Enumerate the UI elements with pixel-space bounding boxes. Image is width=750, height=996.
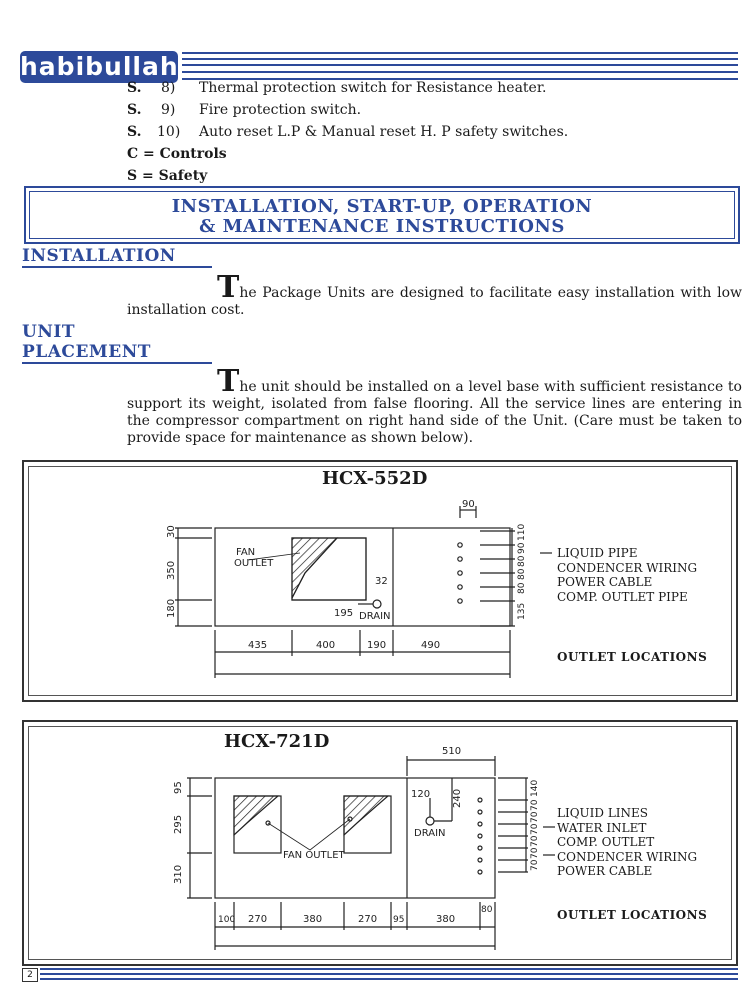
safety-prefix: S. (127, 80, 142, 96)
dim-label: 490 (421, 640, 441, 651)
safety-number: 9) (161, 102, 176, 118)
footer-rule (40, 968, 738, 970)
dim-label: 70 (530, 811, 540, 823)
dim-label: 70 (530, 847, 540, 859)
dim-label: 70 (530, 823, 540, 835)
brand-logo: habibullah (20, 52, 179, 81)
banner-line-2: & MAINTENANCE INSTRUCTIONS (199, 216, 565, 237)
safety-number: 8) (161, 80, 176, 96)
dim-label: 380 (303, 914, 323, 925)
outlet-locations-label: OUTLET LOCATIONS (557, 650, 708, 664)
safety-prefix: S. (127, 102, 142, 118)
legend-safety: S = Safety (127, 168, 208, 184)
dim-label: 80 (481, 905, 493, 915)
installation-text: he Package Units are designed to facilitate easy installation with low installation cost. (127, 285, 742, 318)
dim-label: 100 (218, 915, 236, 925)
footer-rule (40, 973, 738, 975)
outlet-legend (557, 806, 697, 879)
legend-controls: C = Controls (127, 146, 227, 162)
dim-label: 110 (517, 523, 527, 541)
dim-label: 180 (166, 598, 177, 618)
fan-outlet-label: FAN OUTLET (283, 850, 345, 861)
installation-heading: INSTALLATION (22, 246, 176, 266)
dim-label: 400 (316, 640, 336, 651)
dim-label: 270 (248, 914, 268, 925)
dim-label: 510 (442, 746, 462, 757)
model-title: HCX-721D (224, 731, 330, 752)
dim-label: 32 (375, 576, 388, 587)
dim-label: 190 (367, 640, 387, 651)
legend-item: CONDENCER WIRING (557, 560, 698, 575)
safety-text: Auto reset L.P & Manual reset H. P safety switches. (199, 124, 569, 140)
dim-label: 295 (173, 814, 184, 834)
legend-item: CONDENCER WIRING (557, 849, 698, 864)
dim-label: 120 (411, 789, 431, 800)
dim-label: 90 (462, 499, 475, 510)
dim-label: 80 (517, 555, 527, 567)
placement-heading-line-2: PLACEMENT (22, 342, 151, 362)
dim-label: 380 (436, 914, 456, 925)
dim-label: 140 (530, 779, 540, 797)
legend-item: COMP. OUTLET (557, 835, 655, 849)
fan-outlet-label: FAN (236, 547, 256, 558)
dim-label: 350 (166, 560, 177, 580)
legend-item: POWER CABLE (557, 864, 653, 878)
footer-rule (40, 978, 738, 980)
fan-outlet-label: OUTLET (234, 558, 274, 569)
safety-text: Fire protection switch. (199, 102, 362, 118)
dim-label: 95 (173, 781, 184, 794)
dim-label: 195 (334, 608, 354, 619)
legend-item: LIQUID PIPE (557, 546, 638, 560)
placement-heading-line-1: UNIT (22, 322, 75, 342)
dim-label: 70 (530, 835, 540, 847)
dim-label: 80 (517, 568, 527, 580)
banner-line-1: INSTALLATION, START-UP, OPERATION (171, 196, 593, 217)
legend-item: WATER INLET (557, 820, 647, 835)
legend-item: POWER CABLE (557, 575, 653, 589)
placement-text: he unit should be installed on a level base with sufficient resistance to support its weight, isolated from false flooring. All the service lines are entering in the compressor compartment on right hand side of the Unit. (Care must be taken to provide space for maintenance as shown below). (127, 379, 742, 446)
dim-label: 95 (393, 915, 405, 925)
dim-label: 30 (166, 525, 177, 538)
legend-item: COMP. OUTLET PIPE (557, 589, 688, 604)
dim-label: 435 (248, 640, 268, 651)
drain-label: DRAIN (414, 828, 446, 839)
page-number: 2 (22, 968, 38, 982)
model-title: HCX-552D (322, 468, 428, 489)
dim-label: 70 (530, 859, 540, 871)
dropcap: T (217, 364, 240, 399)
dim-label: 270 (358, 914, 378, 925)
drain-label: DRAIN (359, 611, 391, 622)
dim-label: 80 (517, 582, 527, 594)
dim-label: 70 (530, 799, 540, 811)
dim-label: 135 (517, 602, 527, 620)
outlet-locations-label: OUTLET LOCATIONS (557, 908, 708, 922)
safety-prefix: S. (127, 124, 142, 140)
dim-label: 240 (452, 788, 463, 808)
dropcap: T (217, 270, 240, 305)
dim-label: 310 (173, 864, 184, 884)
legend-item: LIQUID LINES (557, 806, 649, 820)
safety-text: Thermal protection switch for Resistance heater. (199, 80, 547, 96)
dim-label: 90 (517, 542, 527, 554)
safety-number: 10) (157, 124, 181, 140)
